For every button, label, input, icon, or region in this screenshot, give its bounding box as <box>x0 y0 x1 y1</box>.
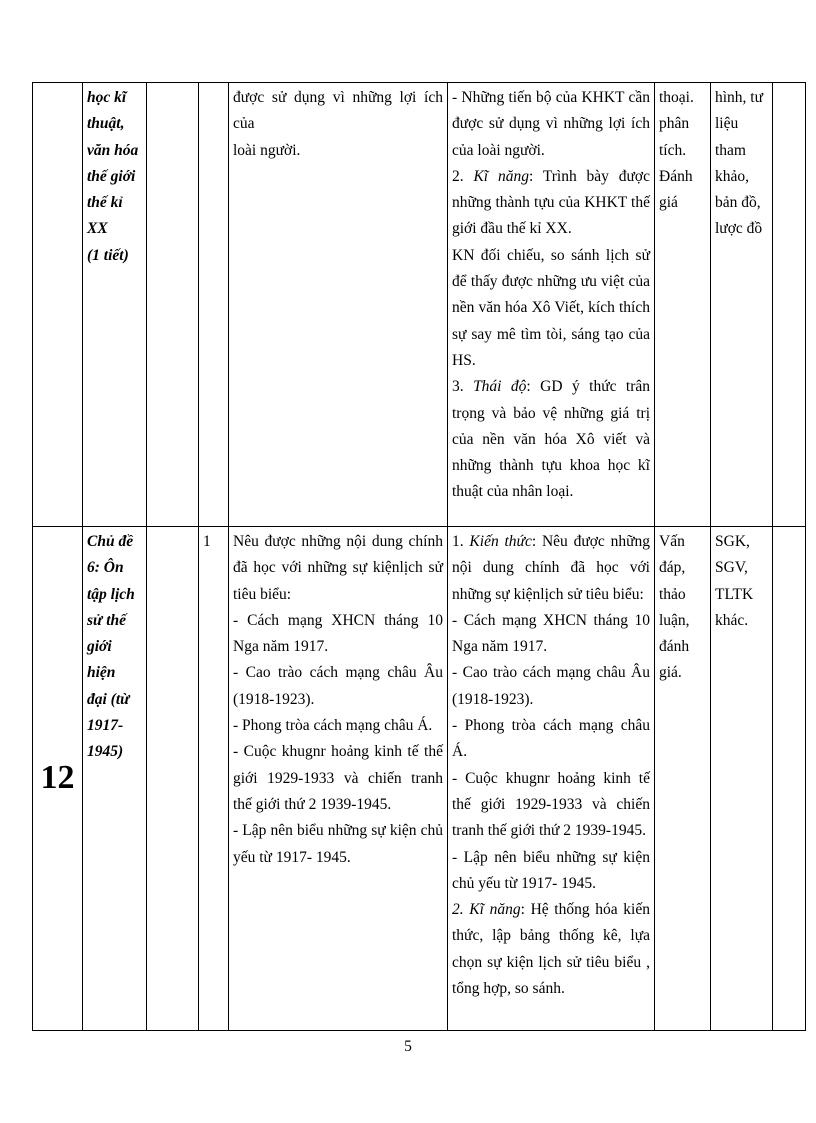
objective-text: - Cao trào cách mạng châu Âu (1918-1923). <box>452 664 650 708</box>
cell-line: thoại. <box>659 89 694 106</box>
resources-cell <box>711 83 773 527</box>
objectives-cell <box>448 83 655 527</box>
cell-line: hình, tư <box>715 89 764 106</box>
cell-line: - Lập nên biểu những sự kiện chủ yếu từ 1917- 1945. <box>233 822 443 866</box>
objective-label: Thái độ <box>473 378 527 396</box>
cell-line: 1917- <box>87 717 124 735</box>
cell-line: - Cuộc khugnr hoảng kinh tế thế giới 1929-1933 và chiến tranh thế giới thứ 2 1939-1945. <box>233 743 443 813</box>
cell-line: luận, <box>659 611 690 629</box>
objective-text: : Nêu được những nội dung chính đã học với những sự kiệnlịch sử tiêu biểu: <box>452 533 650 603</box>
cell-line: TLTK <box>715 585 754 603</box>
blank-cell <box>147 527 199 1031</box>
objective-text: : Hệ thống hóa kiến thức, lập bảng thống kê, lựa chọn sự kiện lịch sử tiêu biểu , tổng hợp, so sánh. <box>452 901 650 998</box>
cell-line: đại (từ <box>87 690 130 708</box>
cell-line: Nêu được những nội dung chính đã học với những sự kiệnlịch sử tiêu biểu: <box>233 533 443 603</box>
objective-paragraph <box>452 713 650 766</box>
page-number: 5 <box>404 1038 412 1055</box>
objective-paragraph <box>452 85 650 164</box>
objective-paragraph <box>452 164 650 243</box>
objective-label: Kĩ năng <box>469 901 521 919</box>
cell-line: thế kỉ <box>87 194 123 212</box>
table-row <box>33 83 806 527</box>
objective-text: - Cuộc khugnr hoảng kinh tế thế giới 1929-1933 và chiến tranh thế giới thứ 2 1939-1945. <box>452 769 650 840</box>
cell-line: giá. <box>659 664 682 682</box>
objective-text: - Cách mạng XHCN tháng 10 Nga năm 1917. <box>452 611 650 656</box>
methods-cell <box>655 83 711 527</box>
cell-line: - Cao trào cách mạng châu Âu (1918-1923). <box>233 664 443 708</box>
objectives-cell <box>448 527 655 1031</box>
objective-paragraph <box>452 845 650 898</box>
cell-line: SGK, <box>715 533 750 550</box>
cell-line: thế giới <box>87 167 136 185</box>
cell-line: khảo, <box>715 167 750 185</box>
objective-paragraph <box>452 897 650 1002</box>
cell-line: Vấn <box>659 533 685 550</box>
objective-paragraph <box>452 660 650 713</box>
cell-line: tham <box>715 141 746 159</box>
cell-line: phân <box>659 115 690 133</box>
cell-line: tập lịch <box>87 585 135 603</box>
cell-line: bản đồ, <box>715 194 761 212</box>
objective-paragraph <box>452 243 650 374</box>
periods-cell: 1 <box>199 527 229 1031</box>
cell-line: được sử dụng vì những lợi ích của <box>233 89 443 133</box>
requirements-cell <box>229 527 448 1031</box>
cell-line: đáp, <box>659 559 686 577</box>
cell-line: (1 tiết) <box>87 246 129 264</box>
notes-cell <box>773 83 806 527</box>
lesson-plan-table <box>32 82 806 1031</box>
cell-line: Đánh <box>659 167 693 185</box>
objective-text: - Lập nên biểu những sự kiện chủ yếu từ 1917- 1945. <box>452 848 650 892</box>
cell-line: lược đồ <box>715 220 763 238</box>
cell-line: loài người. <box>233 141 301 159</box>
cell-line: XX <box>87 220 108 238</box>
objective-paragraph <box>452 608 650 661</box>
objective-text: - Phong tròa cách mạng châu Á. <box>452 717 650 761</box>
notes-cell <box>773 527 806 1031</box>
cell-line: - Cách mạng XHCN tháng 10 Nga năm 1917. <box>233 611 443 656</box>
row-number-cell <box>33 83 83 527</box>
cell-line: liệu <box>715 115 739 133</box>
cell-line: tích. <box>659 141 687 159</box>
objective-number: 1. <box>452 533 470 550</box>
cell-line: thảo <box>659 585 686 603</box>
resources-cell <box>711 527 773 1031</box>
objective-text: : GD ý thức trân trọng và bảo vệ những giá trị của nền văn hóa Xô viết và những thành tựu khoa học kĩ thuật của nhân loại. <box>452 378 650 501</box>
cell-line: sử thế <box>87 611 126 629</box>
cell-line: Chủ đề <box>87 533 134 550</box>
cell-line: văn hóa <box>87 141 139 159</box>
objective-number: 3. <box>452 378 474 396</box>
cell-line: giới hiện <box>87 638 116 682</box>
methods-cell <box>655 527 711 1031</box>
blank-cell <box>147 83 199 527</box>
objective-label: Kĩ năng <box>473 167 529 185</box>
objective-number: 2. <box>452 901 470 919</box>
cell-line: - Phong tròa cách mạng châu Á. <box>233 717 433 735</box>
objective-label: Kiến thức <box>469 533 532 550</box>
cell-line: thuật, <box>87 115 125 133</box>
topic-cell <box>83 527 147 1031</box>
requirements-cell <box>229 83 448 527</box>
cell-line: 6: Ôn <box>87 559 124 577</box>
objective-number: 2. <box>452 167 474 185</box>
table-row <box>33 527 806 1031</box>
objective-paragraph <box>452 766 650 845</box>
objective-text: KN đối chiếu, so sánh lịch sử để thấy được những ưu việt của nền văn hóa Xô Viết, kích thích sự say mê tìm tòi, sáng tạo của HS. <box>452 246 650 369</box>
cell-line: khác. <box>715 611 749 629</box>
periods-cell <box>199 83 229 527</box>
objective-paragraph <box>452 529 650 608</box>
row-number-cell: 12 <box>33 527 83 1031</box>
cell-line: SGV, <box>715 559 748 577</box>
objective-paragraph <box>452 374 650 505</box>
objective-text: - Những tiến bộ của KHKT cần được sử dụng vì những lợi ích của loài người. <box>452 89 650 159</box>
cell-line: học kĩ <box>87 89 127 106</box>
objective-text: : Trình bày được những thành tựu của KHKT thế giới đầu thế kỉ XX. <box>452 167 650 238</box>
topic-cell <box>83 83 147 527</box>
cell-line: giá <box>659 194 678 212</box>
cell-line: đánh <box>659 638 690 656</box>
cell-line: 1945) <box>87 743 124 761</box>
